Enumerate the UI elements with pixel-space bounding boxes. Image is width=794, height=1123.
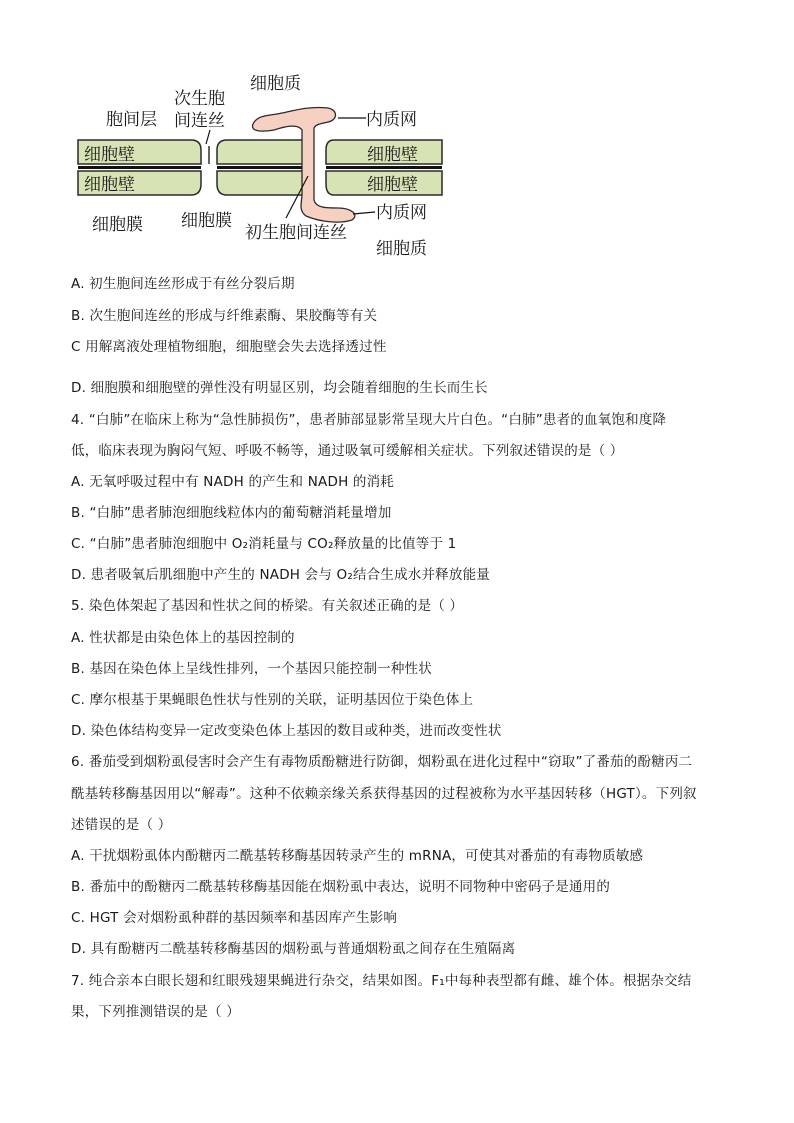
- option-4a: A. 无氧呼吸过程中有 NADH 的产生和 NADH 的消耗: [71, 474, 395, 490]
- question-6-line-2: 酰基转移酶基因用以“解毒”。这种不依赖亲缘关系获得基因的过程被称为水平基因转移（HGT）。下列叙: [71, 786, 697, 802]
- option-5a: A. 性状都是由染色体上的基因控制的: [71, 630, 295, 646]
- label-middle-lamella: 胞间层: [106, 110, 157, 130]
- label-cell-wall-upper-right: 细胞壁: [367, 145, 418, 165]
- label-cytoplasm-bottom: 细胞质: [376, 239, 427, 259]
- option-3d: D. 细胞膜和细胞壁的弹性没有明显区别，均会随着细胞的生长而生长: [71, 380, 488, 396]
- option-6c: C. HGT 会对烟粉虱种群的基因频率和基因库产生影响: [71, 910, 398, 926]
- option-3b: B. 次生胞间连丝的形成与纤维素酶、果胶酶等有关: [71, 308, 378, 324]
- option-3a: A. 初生胞间连丝形成于有丝分裂后期: [71, 276, 295, 292]
- option-4c: C. “白肺”患者肺泡细胞中 O₂消耗量与 CO₂释放量的比值等于 1: [71, 536, 457, 552]
- option-4b: B. “白肺”患者肺泡细胞线粒体内的葡萄糖消耗量增加: [71, 505, 392, 521]
- question-5: 5. 染色体架起了基因和性状之间的桥梁。有关叙述正确的是（ ）: [71, 598, 464, 614]
- label-secondary-plasmodesma-2: 间连丝: [174, 111, 225, 131]
- option-5b: B. 基因在染色体上呈线性排列，一个基因只能控制一种性状: [71, 661, 432, 677]
- label-er-bottom: 内质网: [376, 203, 427, 223]
- question-6-line-1: 6. 番茄受到烟粉虱侵害时会产生有毒物质酚糖进行防御，烟粉虱在进化过程中“窃取”了番茄的酚糖丙二: [71, 754, 693, 770]
- question-6-line-3: 述错误的是（ ）: [71, 817, 172, 833]
- label-cell-wall-lower-right: 细胞壁: [367, 175, 418, 195]
- option-5d: D. 染色体结构变异一定改变染色体上基因的数目或种类，进而改变性状: [71, 723, 502, 739]
- label-primary-plasmodesma: 初生胞间连丝: [245, 223, 347, 243]
- option-3c: C 用解离液处理植物细胞，细胞壁会失去选择透过性: [71, 339, 387, 355]
- label-er-top: 内质网: [366, 110, 417, 130]
- option-6b: B. 番茄中的酚糖丙二酰基转移酶基因能在烟粉虱中表达，说明不同物种中密码子是通用的: [71, 879, 611, 895]
- label-cell-wall-lower-left: 细胞壁: [84, 175, 135, 195]
- option-6a: A. 干扰烟粉虱体内酚糖丙二酰基转移酶基因转录产生的 mRNA，可使其对番茄的有毒物质敏感: [71, 848, 644, 864]
- label-membrane-left: 细胞膜: [92, 215, 143, 235]
- option-6d: D. 具有酚糖丙二酰基转移酶基因的烟粉虱与普通烟粉虱之间存在生殖隔离: [71, 941, 516, 957]
- endoplasmic-reticulum-shape: [253, 107, 355, 222]
- question-7-line-2: 果，下列推测错误的是（ ）: [71, 1004, 240, 1020]
- question-4-line-1: 4. “白肺”在临床上称为“急性肺损伤”，患者肺部显影常呈现大片白色。“白肺”患者的血氧饱和度降: [71, 412, 667, 428]
- plasmodesmata-diagram: [70, 66, 460, 266]
- question-7-line-1: 7. 纯合亲本白眼长翅和红眼残翅果蝇进行杂交，结果如图。F₁中每种表型都有雌、雄个体。根据杂交结: [71, 973, 692, 989]
- option-4d: D. 患者吸氧后肌细胞中产生的 NADH 会与 O₂结合生成水并释放能量: [71, 567, 490, 583]
- label-membrane-center: 细胞膜: [181, 211, 232, 231]
- label-secondary-plasmodesma-1: 次生胞: [174, 89, 225, 109]
- question-4-line-2: 低，临床表现为胸闷气短、呼吸不畅等，通过吸氧可缓解相关症状。下列叙述错误的是（ ）: [71, 443, 624, 459]
- label-cytoplasm-top: 细胞质: [250, 74, 301, 94]
- label-cell-wall-upper-left: 细胞壁: [84, 145, 135, 165]
- option-5c: C. 摩尔根基于果蝇眼色性状与性别的关联，证明基因位于染色体上: [71, 692, 474, 708]
